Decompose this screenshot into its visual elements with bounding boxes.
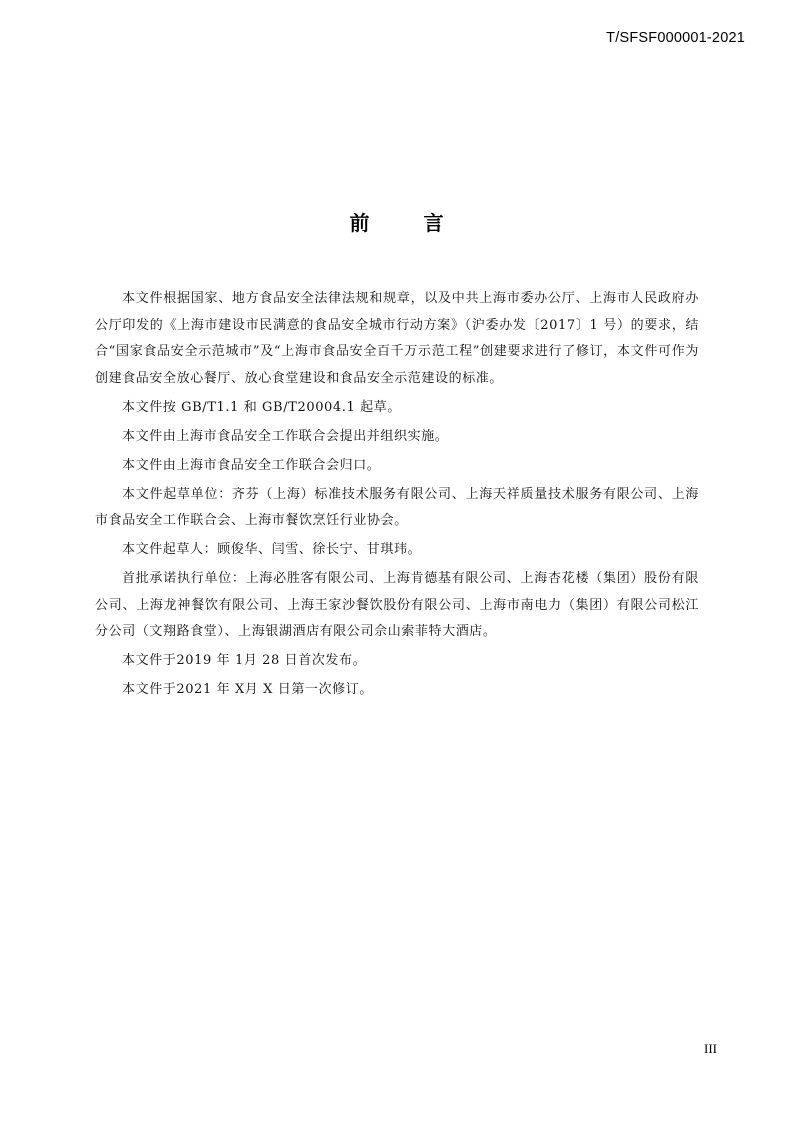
paragraph-committed-units: 首批承诺执行单位：上海必胜客有限公司、上海肯德基有限公司、上海杏花楼（集团）股份有限公司、上海龙神餐饮有限公司、上海王家沙餐饮股份有限公司、上海市南电力（集团）有限公司松江分公司（文翔路食堂）、上海银湖酒店有限公司佘山索菲特大酒店。 bbox=[95, 571, 699, 639]
foreword-body bbox=[95, 286, 699, 706]
paragraph-revision: 本文件于2021 年 X月 X 日第一次修订。 bbox=[122, 682, 373, 697]
page-title bbox=[0, 207, 793, 236]
paragraph-proposer: 本文件由上海市食品安全工作联合会提出并组织实施。 bbox=[122, 428, 449, 444]
title-char-2: 言 bbox=[423, 211, 444, 235]
paragraph-first-release: 本文件于2019 年 1月 28 日首次发布。 bbox=[122, 653, 367, 668]
paragraph-centralized-by: 本文件由上海市食品安全工作联合会归口。 bbox=[122, 457, 381, 473]
paragraph-drafting-rules: 本文件按 GB/T1.1 和 GB/T20004.1 起草。 bbox=[122, 399, 401, 415]
paragraph-intro: 本文件根据国家、地方食品安全法律法规和规章，以及中共上海市委办公厅、上海市人民政府办公厅印发的《上海市建设市民满意的食品安全城市行动方案》（沪委办发〔2017〕1 号）的要求，结合“国家食品安全示范城市”及“上海市食品安全百千万示范工程”创建要求进行了修订，本文件可作为创建食品安全放心餐厅、放心食堂建设和食品安全示范建设的标准。 bbox=[95, 291, 699, 386]
paragraph-drafters: 本文件起草人：顾俊华、闫雪、徐长宁、甘琪玮。 bbox=[122, 542, 422, 557]
document-code: T/SFSF000001-2021 bbox=[606, 30, 745, 46]
title-char-1: 前 bbox=[349, 211, 370, 235]
paragraph-drafting-units: 本文件起草单位：齐芬（上海）标准技术服务有限公司、上海天祥质量技术服务有限公司、上海市食品安全工作联合会、上海市餐饮烹饪行业协会。 bbox=[95, 486, 699, 528]
page-number: III bbox=[704, 1041, 717, 1056]
